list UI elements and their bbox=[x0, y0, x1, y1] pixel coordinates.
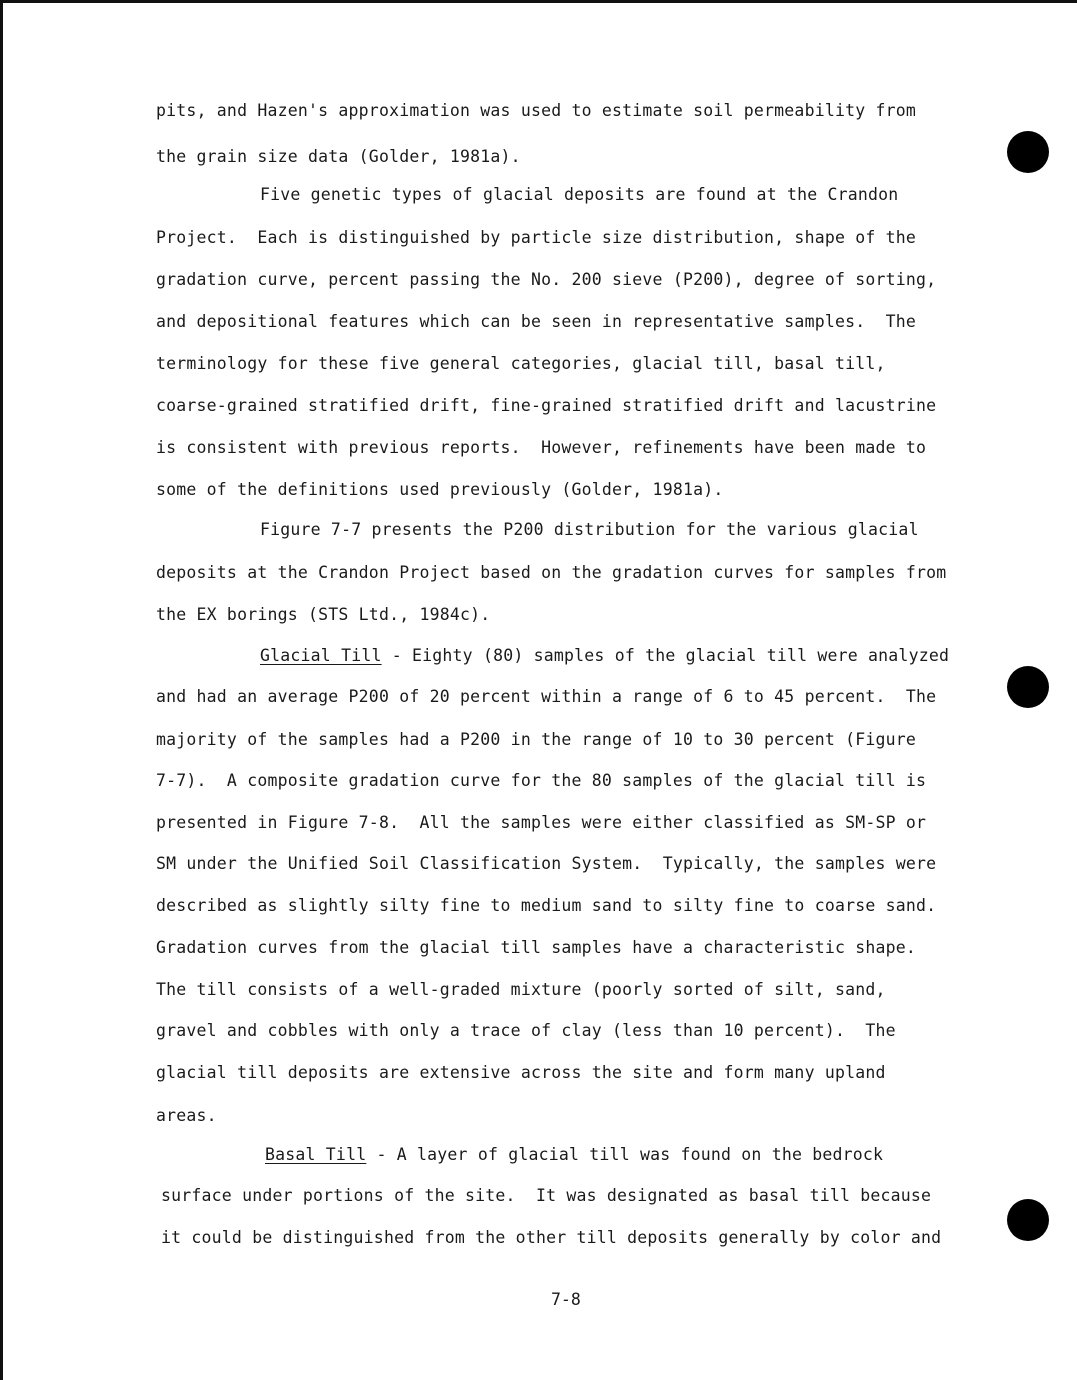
basal-till-first-line bbox=[265, 1145, 883, 1165]
text-line: terminology for these five general categories, glacial till, basal till, bbox=[156, 354, 886, 373]
text-line: The till consists of a well-graded mixture (poorly sorted of silt, sand, bbox=[156, 980, 886, 999]
hole-punch-top bbox=[1007, 131, 1049, 173]
text-line: and had an average P200 of 20 percent within a range of 6 to 45 percent. The bbox=[156, 687, 937, 706]
text-line: SM under the Unified Soil Classification System. Typically, the samples were bbox=[156, 854, 937, 873]
basal-till-first-line-text: - A layer of glacial till was found on the bedrock bbox=[366, 1145, 884, 1164]
text-line: 7-7). A composite gradation curve for the 80 samples of the glacial till is bbox=[156, 771, 927, 790]
text-line: the grain size data (Golder, 1981a). bbox=[156, 147, 521, 166]
text-line: glacial till deposits are extensive across the site and form many upland bbox=[156, 1063, 886, 1082]
page-number: 7-8 bbox=[551, 1290, 581, 1309]
text-line: gravel and cobbles with only a trace of clay (less than 10 percent). The bbox=[156, 1021, 896, 1040]
text-line: deposits at the Crandon Project based on the gradation curves for samples from bbox=[156, 563, 947, 582]
glacial-till-first-line bbox=[260, 646, 949, 666]
basal-till-heading: Basal Till bbox=[265, 1145, 367, 1164]
text-line: Project. Each is distinguished by particle size distribution, shape of the bbox=[156, 228, 917, 247]
text-line: Figure 7-7 presents the P200 distribution for the various glacial bbox=[260, 520, 919, 539]
hole-punch-middle bbox=[1007, 666, 1049, 708]
glacial-till-first-line-text: - Eighty (80) samples of the glacial till were analyzed bbox=[381, 646, 950, 665]
text-line: described as slightly silty fine to medium sand to silty fine to coarse sand. bbox=[156, 896, 937, 915]
text-line: majority of the samples had a P200 in the range of 10 to 30 percent (Figure bbox=[156, 730, 917, 749]
text-line: coarse-grained stratified drift, fine-grained stratified drift and lacustrine bbox=[156, 396, 937, 415]
text-line: areas. bbox=[156, 1106, 217, 1125]
text-line: presented in Figure 7-8. All the samples were either classified as SM-SP or bbox=[156, 813, 927, 832]
text-line: is consistent with previous reports. However, refinements have been made to bbox=[156, 438, 927, 457]
text-line: pits, and Hazen's approximation was used to estimate soil permeability from bbox=[156, 101, 917, 120]
text-line: surface under portions of the site. It was designated as basal till because bbox=[161, 1186, 932, 1205]
text-line: the EX borings (STS Ltd., 1984c). bbox=[156, 605, 491, 624]
glacial-till-heading: Glacial Till bbox=[260, 646, 382, 665]
hole-punch-bottom bbox=[1007, 1199, 1049, 1241]
text-line: Five genetic types of glacial deposits are found at the Crandon bbox=[260, 185, 899, 204]
text-line: and depositional features which can be seen in representative samples. The bbox=[156, 312, 917, 331]
text-line: it could be distinguished from the other till deposits generally by color and bbox=[161, 1228, 942, 1247]
text-line: some of the definitions used previously (Golder, 1981a). bbox=[156, 480, 724, 499]
text-line: gradation curve, percent passing the No. 200 sieve (P200), degree of sorting, bbox=[156, 270, 937, 289]
text-line: Gradation curves from the glacial till samples have a characteristic shape. bbox=[156, 938, 917, 957]
